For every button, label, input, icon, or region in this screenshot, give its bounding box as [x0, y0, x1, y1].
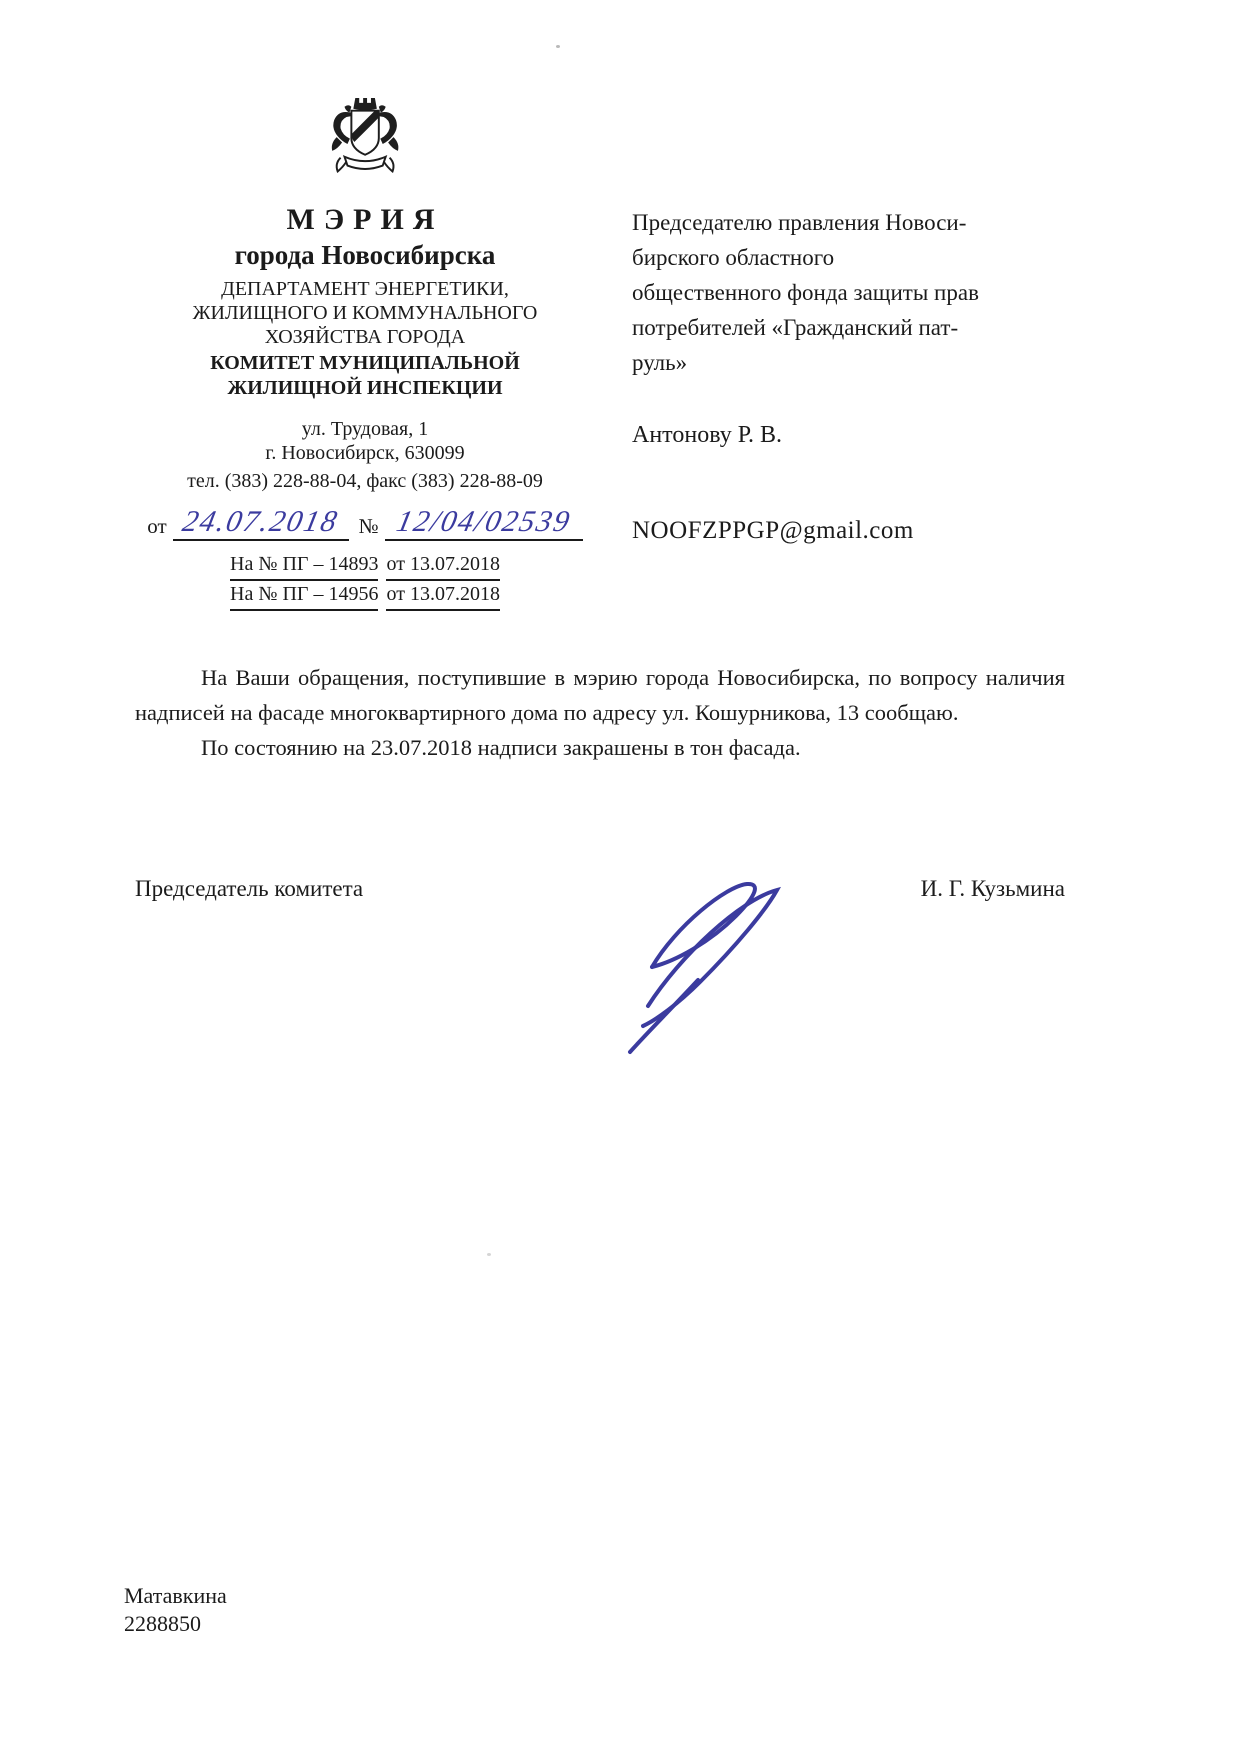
handwritten-date: 24.07.2018	[179, 505, 342, 538]
coat-of-arms-icon	[118, 95, 612, 195]
department-line: ХОЗЯЙСТВА ГОРОДА	[264, 326, 466, 348]
recipient-title-line: потребителей «Гражданский пат-	[632, 315, 959, 340]
outgoing-number-blank	[385, 505, 583, 541]
outgoing-date-blank	[173, 505, 349, 541]
incoming-ref-number: На № ПГ – 14893	[230, 551, 378, 581]
recipient-block	[632, 205, 1094, 548]
incoming-ref-date: от 13.07.2018	[386, 551, 499, 581]
incoming-ref-date: от 13.07.2018	[386, 581, 499, 611]
executor-phone: 2288850	[124, 1611, 201, 1636]
handwritten-signature-icon	[588, 848, 818, 1078]
department-name	[118, 277, 612, 349]
body-paragraph: По состоянию на 23.07.2018 надписи закрашены в тон фасада.	[201, 735, 801, 760]
executor-name: Матавкина	[124, 1583, 227, 1608]
recipient-name: Антонову Р. В.	[632, 422, 783, 448]
recipient-title-line: общественного фонда защиты прав	[632, 280, 979, 305]
committee-name	[118, 351, 612, 401]
number-label: №	[358, 514, 379, 538]
incoming-references	[118, 551, 612, 611]
department-line: ЖИЛИЩНОГО И КОММУНАЛЬНОГО	[192, 302, 538, 324]
phone-fax-line: тел. (383) 228-88-04, факс (383) 228-88-09	[187, 470, 543, 492]
letterhead	[118, 95, 612, 611]
org-name-mayoralty: МЭРИЯ	[286, 203, 444, 236]
scan-speck	[556, 45, 560, 48]
recipient-title-line: Председателю правления Новоси-	[632, 210, 967, 235]
from-label: от	[147, 514, 167, 538]
executor-block	[124, 1582, 227, 1638]
address-city: г. Новосибирск, 630099	[265, 442, 465, 464]
signer-name: И. Г. Кузьмина	[920, 876, 1065, 901]
incoming-ref-number: На № ПГ – 14956	[230, 581, 378, 611]
incoming-reference-line	[118, 581, 612, 611]
department-line: ДЕПАРТАМЕНТ ЭНЕРГЕТИКИ,	[221, 278, 509, 300]
recipient-title-line: бирского областного	[632, 245, 835, 270]
signer-position-title: Председатель комитета	[135, 876, 364, 901]
scan-speck	[487, 1253, 491, 1256]
address-street: ул. Трудовая, 1	[301, 418, 429, 440]
body-paragraph: На Ваши обращения, поступившие в мэрию города Новосибирска, по вопросу наличия надписей на фасаде многоквартирного дома по адресу ул. Кошурникова, 13 сообщаю.	[135, 665, 1065, 725]
letter-body	[135, 660, 1065, 765]
postal-address	[118, 417, 612, 465]
committee-line: КОМИТЕТ МУНИЦИПАЛЬНОЙ	[210, 352, 520, 374]
org-name-city: города Новосибирска	[234, 240, 496, 270]
incoming-reference-line	[118, 551, 612, 581]
outgoing-reference-row	[118, 501, 612, 541]
recipient-email: NOOFZPPGP@gmail.com	[632, 517, 914, 544]
committee-line: ЖИЛИЩНОЙ ИНСПЕКЦИИ	[227, 377, 503, 399]
handwritten-number: 12/04/02539	[393, 505, 575, 538]
recipient-title-line: руль»	[632, 350, 688, 375]
